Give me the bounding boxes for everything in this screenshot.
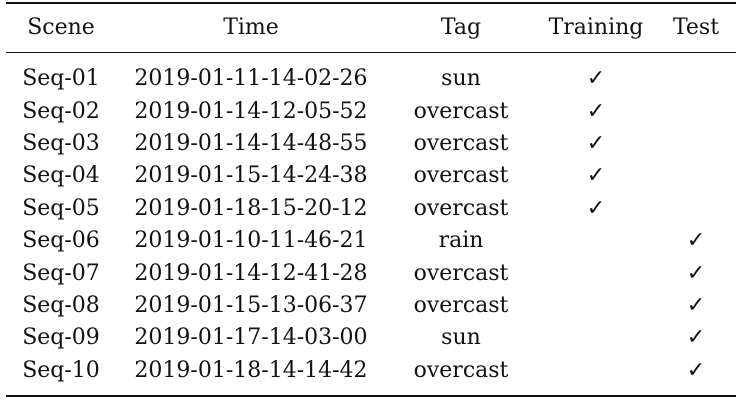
- cell-test-check: [656, 53, 736, 96]
- cell-scene: Seq-10: [6, 355, 116, 396]
- cell-time: 2019-01-18-15-20-12: [134, 195, 368, 221]
- cell-test-check: [656, 160, 736, 192]
- cell-training-check: [536, 225, 656, 257]
- cell-tag: overcast: [386, 355, 536, 396]
- table-row: [6, 225, 736, 257]
- table-row: [6, 257, 736, 289]
- table-row: [6, 322, 736, 354]
- header-time: Time: [116, 3, 386, 53]
- cell-test-check: [656, 128, 736, 160]
- cell-training-check: ✓: [586, 66, 606, 92]
- cell-scene: Seq-07: [22, 260, 100, 286]
- cell-tag: overcast: [413, 195, 509, 221]
- cell-training-check: [536, 355, 656, 396]
- cell-time: 2019-01-10-11-46-21: [134, 228, 368, 254]
- cell-time: 2019-01-14-12-05-52: [134, 98, 368, 124]
- cell-test-check: ✓: [686, 228, 706, 254]
- cell-tag: overcast: [413, 98, 509, 124]
- cell-training-check: [536, 322, 656, 354]
- table-row: [6, 95, 736, 127]
- table-row: [6, 128, 736, 160]
- cell-scene: Seq-08: [22, 292, 100, 318]
- table-header: [6, 3, 736, 53]
- header-tag: Tag: [386, 3, 536, 53]
- cell-time: 2019-01-14-12-41-28: [134, 260, 368, 286]
- cell-scene: Seq-06: [22, 228, 100, 254]
- cell-scene: Seq-02: [22, 98, 100, 124]
- cell-tag: rain: [438, 228, 484, 254]
- table-row: [6, 290, 736, 322]
- cell-time: 2019-01-18-14-14-42: [116, 355, 386, 396]
- table-row: [6, 160, 736, 192]
- cell-training-check: [536, 257, 656, 289]
- table-row: [6, 53, 736, 96]
- cell-scene: Seq-05: [22, 195, 100, 221]
- table-body: [6, 53, 736, 396]
- cell-tag: overcast: [413, 130, 509, 156]
- header-scene: Scene: [6, 3, 116, 53]
- cell-test-check: [656, 193, 736, 225]
- cell-time: 2019-01-17-14-03-00: [134, 325, 368, 351]
- header-training: Training: [536, 3, 656, 53]
- cell-time: 2019-01-14-14-48-55: [134, 130, 368, 156]
- table-row: [6, 355, 736, 396]
- cell-scene: Seq-03: [22, 130, 100, 156]
- sequence-table: [6, 2, 736, 397]
- cell-scene: Seq-01: [22, 66, 100, 92]
- header-row: [6, 3, 736, 53]
- cell-training-check: ✓: [586, 195, 606, 221]
- cell-test-check: ✓: [686, 292, 706, 318]
- cell-tag: sun: [441, 66, 481, 92]
- header-test: Test: [656, 3, 736, 53]
- table-row: [6, 193, 736, 225]
- cell-training-check: [536, 290, 656, 322]
- cell-training-check: ✓: [586, 130, 606, 156]
- cell-tag: overcast: [413, 260, 509, 286]
- cell-test-check: [656, 95, 736, 127]
- cell-training-check: ✓: [586, 98, 606, 124]
- cell-tag: sun: [441, 325, 481, 351]
- cell-test-check: ✓: [686, 260, 706, 286]
- cell-test-check: ✓: [686, 325, 706, 351]
- cell-training-check: ✓: [586, 163, 606, 189]
- cell-test-check: ✓: [656, 355, 736, 396]
- cell-tag: overcast: [413, 163, 509, 189]
- cell-tag: overcast: [413, 292, 509, 318]
- cell-time: 2019-01-11-14-02-26: [134, 66, 368, 92]
- cell-time: 2019-01-15-13-06-37: [134, 292, 368, 318]
- cell-scene: Seq-09: [22, 325, 100, 351]
- cell-scene: Seq-04: [22, 163, 100, 189]
- cell-time: 2019-01-15-14-24-38: [134, 163, 368, 189]
